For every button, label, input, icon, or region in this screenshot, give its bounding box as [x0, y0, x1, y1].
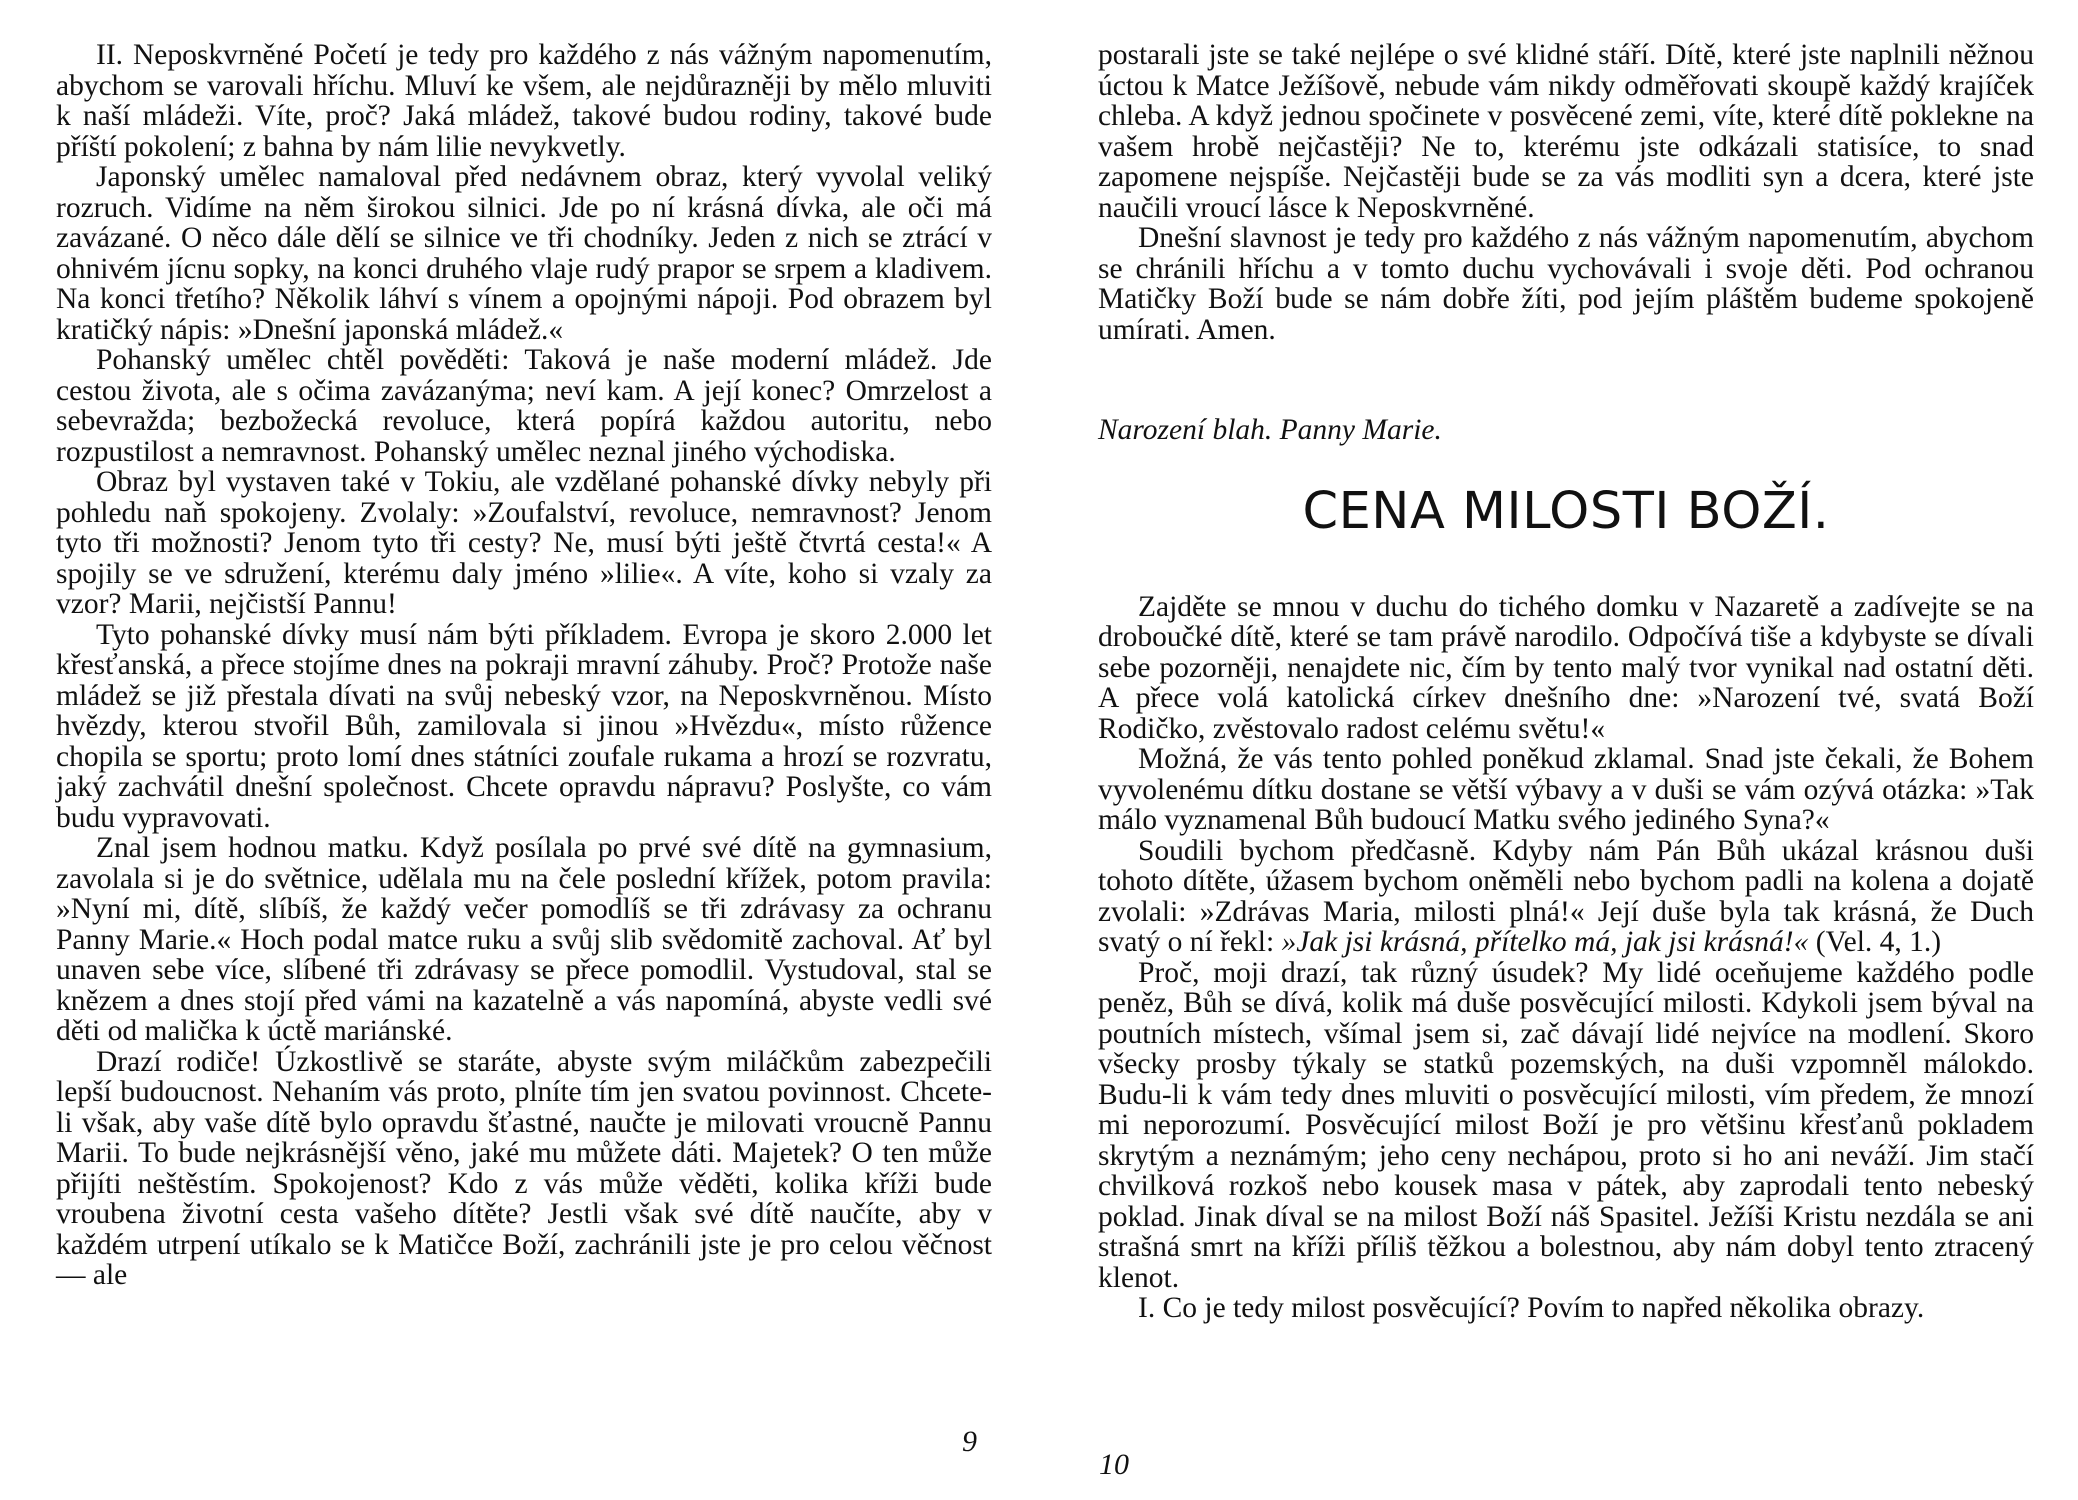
paragraph: II. Neposkvrněné Početí je tedy pro každého z nás vážným napomenutím, abychom se varovali hříchu. Mluví ke všem, ale nejdůrazněji by mělo mluviti k naší mládeži. Víte, proč? Jaká mládež, takové budou rodiny, takové bude příští pokolení; z bahna by nám lilie nevykvetly. [56, 39, 992, 163]
paragraph-text: Soudili bychom předčasně. Kdyby nám Pán Bůh ukázal krásnou duši tohoto dítěte, úžasem bychom oněměli nebo bychom padli na kolena a dojatě zvolali: »Zdrávas Maria, milosti plná!« Její duše byla tak krásná, že Duch svatý o ní řekl: [1098, 834, 2034, 958]
sermon-title: CENA MILOSTI BOŽÍ. [1302, 481, 1830, 541]
right-page [1039, 0, 2078, 1500]
paragraph: Obraz byl vystaven také v Tokiu, ale vzdělané pohanské dívky nebyly při pohledu naň spokojeny. Zvolaly: »Zoufalství, revoluce, nemravnost? Jenom tyto tři možnosti? Jenom tyto tři cesty? Ne, musí býti ještě čtvrtá cesta!« A spojily se ve sdružení, kterému daly jméno »lilie«. A víte, koho si vzaly za vzor? Marii, nejčistší Pannu! [56, 466, 992, 620]
paragraph: Japonský umělec namaloval před nedávnem obraz, který vyvolal veliký rozruch. Vidíme na něm širokou silnici. Jde po ní krásná dívka, ale oči má zavázané. O něco dále dělí se silnice ve tři chodníky. Jeden z nich se ztrácí v ohnivém jícnu sopky, na konci druhého vlaje rudý prapor se srpem a kladivem. Na konci třetího? Několik láhví s vínem a opojnými nápoji. Pod obrazem byl kratičký nápis: »Dnešní japonská mládež.« [56, 161, 992, 346]
paragraph: postarali jste se také nejlépe o své klidné stáří. Dítě, které jste naplnili něžnou úctou k Matce Ježíšově, nebude vám nikdy odměřovati skoupě každý krajíček chleba. A když jednou spočinete v posvěcené zemi, víte, které dítě poklekne na vašem hrobě nejčastěji? Ne to, kterému jste odkázali statisíce, to snad zapomene nejspíše. Nejčastěji bude se za vás modliti syn a dcera, které jste naučili vroucí lásce k Neposkvrněné. [1098, 39, 2034, 224]
left-text-column [56, 40, 992, 1291]
feast-day-caption: Narození blah. Panny Marie. [1098, 414, 1442, 446]
paragraph: Možná, že vás tento pohled poněkud zklamal. Snad jste čekali, že Bohem vyvolenému dítku dostane se větší výbavy a v duši se vám ozývá otázka: »Tak málo vyznamenal Bůh budoucí Matku svého jediného Syna?« [1098, 743, 2034, 836]
paragraph: Proč, moji drazí, tak různý úsudek? My lidé oceňujeme každého podle peněz, Bůh se dívá, kolik má duše posvěcující milosti. Kdykoli jsem býval na poutních místech, všímal jsem si, zač dávají lidé nejvíce na modlení. Skoro všecky prosby týkaly se statků pozemských, na duši vzpomněl málokdo. Budu-li k vám tedy dnes mluviti o posvěcující milosti, vím předem, že mnozí mi neporozumí. Posvěcující milost Boží je pro většinu křesťanů pokladem skrytým a neznámým; jeho ceny nechápou, proto si ho ani neváží. Jim stačí chvilková rozkoš nebo kousek masa v pátek, aby zaprodali tento nebeský poklad. Jinak díval se na milost Boží náš Spasitel. Ježíši Kristu nezdála se ani strašná smrt na kříži příliš těžkou a bolestnou, aby nám dobyl tento ztracený klenot. [1098, 956, 2034, 1294]
scripture-reference: (Vel. 4, 1.) [1815, 926, 1942, 958]
paragraph: I. Co je tedy milost posvěcující? Povím to napřed několika obrazy. [1138, 1292, 1925, 1324]
page-number: 10 [1099, 1448, 1129, 1481]
paragraph: Drazí rodiče! Úzkostlivě se staráte, abyste svým miláčkům zabezpečili lepší budoucnost. Nehaním vás proto, plníte tím jen svatou povinnost. Chcete-li však, aby vaše dítě bylo opravdu šťastné, naučte je milovati vroucně Pannu Marii. To bude nejkrásnější věno, jaké mu můžete dáti. Majetek? O ten může přijíti neštěstím. Spokojenost? Kdo z vás může věděti, kolika kříži bude vroubena životní cesta vašeho dítěte? Jestli však své dítě naučíte, aby v každém utrpení utíkalo se k Matičce Boží, zachránili jste je pro celou věčnost — ale [56, 1045, 992, 1291]
paragraph-with-quote [1098, 836, 2034, 958]
scripture-quote: »Jak jsi krásná, přítelko má, jak jsi krásná!« [1281, 926, 1809, 958]
right-text-column [1098, 40, 2034, 1324]
paragraph: Znal jsem hodnou matku. Když posílala po prvé své dítě na gymnasium, zavolala si je do světnice, udělala mu na čele poslední křížek, potom pravila: »Nyní mi, dítě, slíbíš, že každý večer pomodlíš se tři zdrávasy za ochranu Panny Marie.« Hoch podal matce ruku a svůj slib svědomitě zachoval. Ať byl unaven sebe více, slíbené tři zdrávasy se přece pomodlil. Vystudoval, stal se knězem a dnes stojí před vámi na kazatelně a vás napomíná, abyste vedli své děti od malička k úctě mariánské. [56, 832, 992, 1047]
page-number: 9 [962, 1425, 977, 1458]
paragraph: Zajděte se mnou v duchu do tichého domku v Nazaretě a zadívejte se na droboučké dítě, které se tam právě narodilo. Odpočívá tiše a kdybyste se dívali sebe pozorněji, nenajdete nic, čím by tento malý tvor vynikal nad ostatní děti. A přece volá katolická církev dnešního dne: »Narození tvé, svatá Boží Rodičko, zvěstovalo radost celému světu!« [1098, 590, 2034, 745]
paragraph: Tyto pohanské dívky musí nám býti příkladem. Evropa je skoro 2.000 let křesťanská, a přece stojíme dnes na pokraji mravní záhuby. Proč? Protože naše mládež se již přestala dívati na svůj nebeský vzor, na Neposkvrněnou. Místo hvězdy, kterou stvořil Bůh, zamilovala si jinou »Hvězdu«, místo růžence chopila se sportu; proto lomí dnes státníci zoufale rukama a hrozí se rozvratu, jaký zachvátil dnešní společnost. Chcete opravdu nápravu? Poslyšte, co vám budu vypravovati. [56, 618, 992, 834]
paragraph: Dnešní slavnost je tedy pro každého z nás vážným napomenutím, abychom se chránili hříchu a v tomto duchu vychovávali i svoje děti. Pod ochranou Matičky Boží bude se nám dobře žíti, pod jejím pláštěm budeme spokojeně umírati. Amen. [1098, 222, 2034, 346]
paragraph: Pohanský umělec chtěl pověděti: Taková je naše moderní mládež. Jde cestou života, ale s očima zavázanýma; neví kam. A její konec? Omrzelost a sebevražda; bezbožecká revoluce, která popírá každou autoritu, nebo rozpustilost a nemravnost. Pohanský umělec neznal jiného východiska. [56, 344, 992, 468]
